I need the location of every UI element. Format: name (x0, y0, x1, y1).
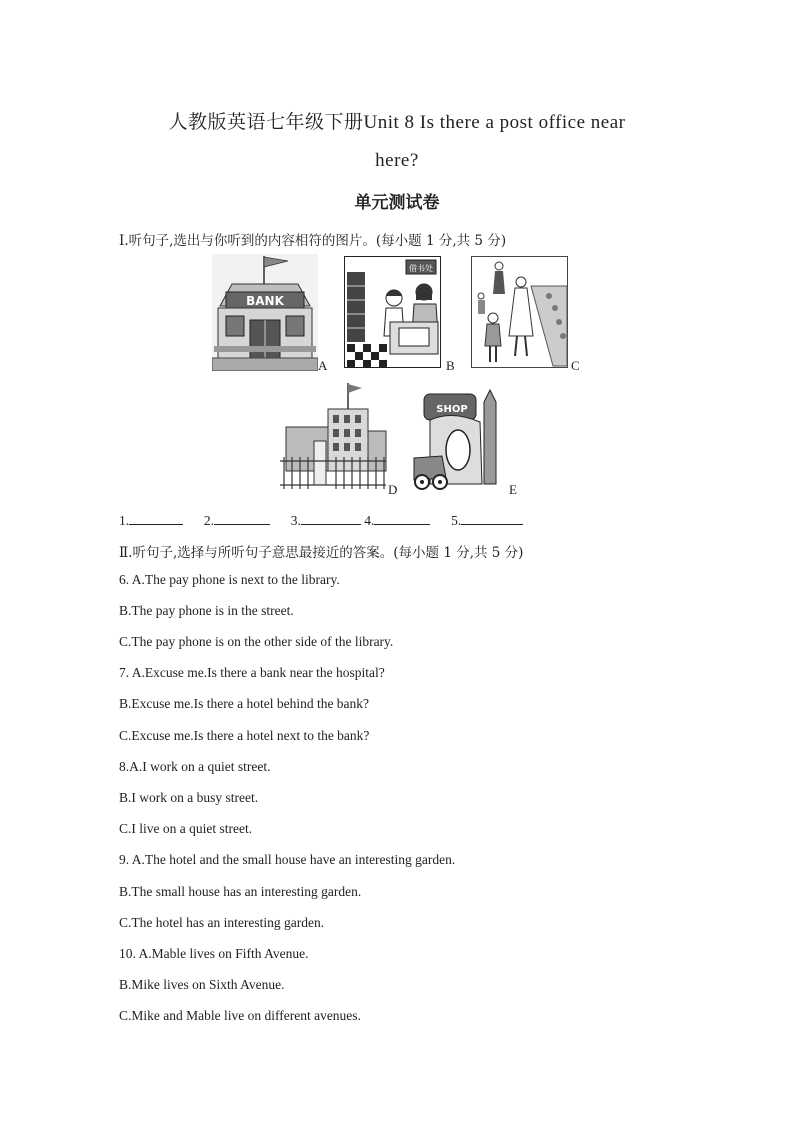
option-line: 9. A.The hotel and the small house have an interesting garden. (119, 852, 456, 867)
picture-a-bank (212, 254, 318, 371)
title-line-2: here? (375, 150, 419, 171)
picture-b-label: B (446, 358, 455, 373)
answer-blank-2[interactable] (214, 510, 270, 525)
blank-number: 2. (203, 513, 214, 528)
picture-c-label: C (571, 358, 580, 373)
blank-number: 3. (290, 513, 301, 528)
picture-e-toyshop (412, 388, 506, 491)
answer-blanks (119, 510, 523, 529)
answer-blank-3[interactable] (301, 510, 361, 525)
answer-blank-4[interactable] (374, 510, 430, 525)
option-line: C.The pay phone is on the other side of the library. (119, 634, 394, 649)
option-line: B.Mike lives on Sixth Avenue. (119, 977, 285, 992)
picture-a-sign: BANK (246, 294, 284, 308)
blank-number: 5. (451, 513, 462, 528)
answer-blank-5[interactable] (461, 510, 523, 525)
picture-c-supermarket (471, 256, 568, 368)
picture-d-label: D (388, 482, 398, 497)
option-line: 8.A.I work on a quiet street. (119, 759, 271, 774)
option-line: 6. A.The pay phone is next to the library. (119, 572, 340, 587)
option-line: B.I work on a busy street. (119, 790, 259, 805)
option-line: B.The pay phone is in the street. (119, 603, 294, 618)
title-line-1: 人教版英语七年级下册Unit 8 Is there a post office near (168, 112, 626, 133)
option-line: B.Excuse me.Is there a hotel behind the bank? (119, 696, 370, 711)
document-title (110, 104, 684, 180)
option-line: 10. A.Mable lives on Fifth Avenue. (119, 946, 309, 961)
picture-b-sign: 借书处 (409, 264, 433, 273)
blank-number: 4. (364, 513, 375, 528)
picture-b-library (344, 256, 441, 368)
blank-number: 1. (119, 513, 130, 528)
section-1-heading: Ⅰ.听句子,选出与你听到的内容相符的图片。(每小题 1 分,共 5 分) (119, 233, 507, 249)
option-line: B.The small house has an interesting garden. (119, 884, 362, 899)
picture-d-school (278, 381, 390, 492)
section-2-heading: Ⅱ.听句子,选择与所听句子意思最接近的答案。(每小题 1 分,共 5 分) (119, 545, 524, 561)
option-line: C.Excuse me.Is there a hotel next to the bank? (119, 728, 370, 743)
option-line: C.The hotel has an interesting garden. (119, 915, 325, 930)
picture-e-sign: SHOP (436, 404, 468, 415)
document-subtitle: 单元测试卷 (354, 193, 440, 213)
option-line: C.Mike and Mable live on different avenues. (119, 1008, 361, 1023)
picture-e-label: E (509, 482, 517, 497)
option-line: C.I live on a quiet street. (119, 821, 253, 836)
option-line: 7. A.Excuse me.Is there a bank near the hospital? (119, 665, 385, 680)
picture-a-label: A (318, 358, 328, 373)
answer-blank-1[interactable] (129, 510, 183, 525)
